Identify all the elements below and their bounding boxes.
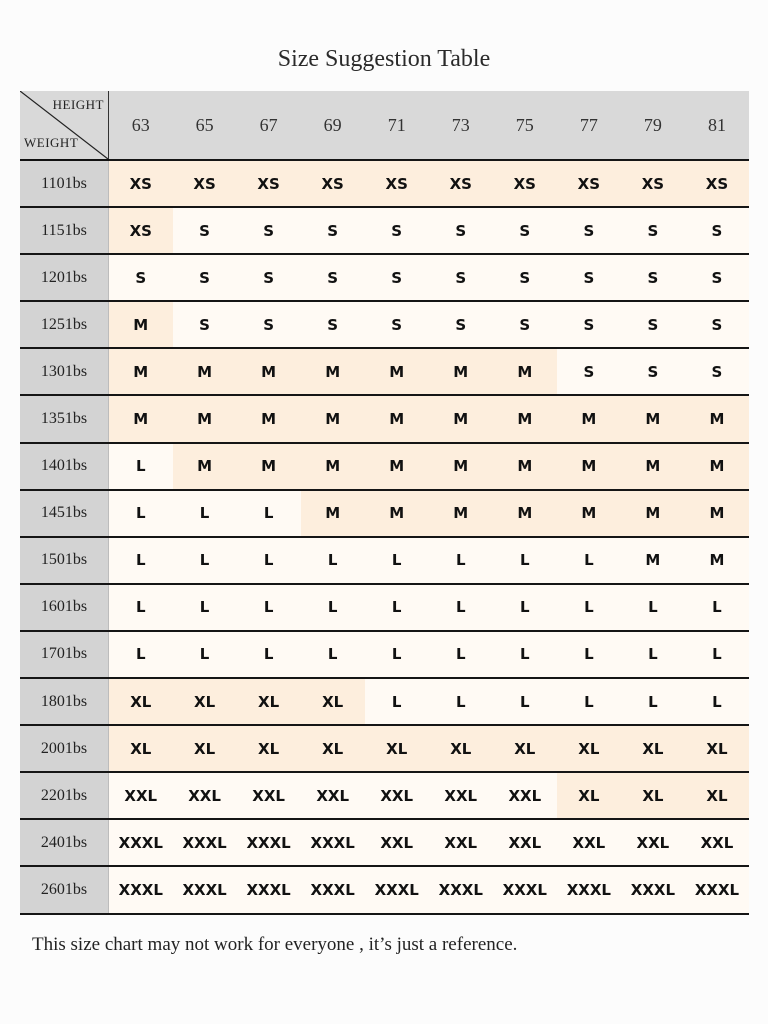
size-cell: L (109, 443, 173, 490)
weight-cell: 1801bs (20, 678, 109, 725)
size-cell: XXL (237, 772, 301, 819)
size-cell: S (429, 207, 493, 254)
size-cell: L (365, 537, 429, 584)
size-cell: M (493, 348, 557, 395)
size-cell: L (685, 584, 749, 631)
weight-cell: 1401bs (20, 443, 109, 490)
size-cell: XS (301, 160, 365, 207)
size-cell: L (109, 584, 173, 631)
size-cell: S (685, 254, 749, 301)
size-cell: XS (685, 160, 749, 207)
size-cell: M (621, 490, 685, 537)
size-cell: M (365, 395, 429, 442)
size-cell: XXL (557, 819, 621, 866)
size-cell: XXXL (237, 866, 301, 913)
size-cell: XL (685, 725, 749, 772)
size-cell: M (237, 395, 301, 442)
size-cell: XXXL (301, 819, 365, 866)
size-cell: S (429, 301, 493, 348)
size-cell: XS (365, 160, 429, 207)
size-cell: XXL (365, 819, 429, 866)
size-cell: M (173, 395, 237, 442)
size-cell: L (429, 584, 493, 631)
size-cell: L (557, 537, 621, 584)
size-cell: L (621, 631, 685, 678)
table-row (20, 395, 749, 442)
table-row (20, 678, 749, 725)
size-cell: M (365, 443, 429, 490)
weight-cell: 1201bs (20, 254, 109, 301)
weight-cell: 1451bs (20, 490, 109, 537)
size-cell: XXXL (109, 819, 173, 866)
size-cell: XL (301, 725, 365, 772)
size-cell: XL (109, 725, 173, 772)
size-cell: XL (621, 725, 685, 772)
size-cell: L (685, 678, 749, 725)
size-cell: M (237, 348, 301, 395)
size-cell: S (365, 207, 429, 254)
height-header-71: 71 (365, 91, 429, 160)
height-header-81: 81 (685, 91, 749, 160)
height-header-69: 69 (301, 91, 365, 160)
size-cell: XL (173, 678, 237, 725)
size-cell: M (557, 395, 621, 442)
weight-cell: 1151bs (20, 207, 109, 254)
size-cell: XXL (493, 772, 557, 819)
weight-cell: 1701bs (20, 631, 109, 678)
size-cell: M (621, 537, 685, 584)
weight-cell: 1351bs (20, 395, 109, 442)
page-title: Size Suggestion Table (277, 46, 491, 72)
size-cell: L (429, 631, 493, 678)
size-cell: L (621, 584, 685, 631)
height-label: HEIGHT (52, 97, 104, 112)
size-cell: XXL (365, 772, 429, 819)
size-cell: L (429, 678, 493, 725)
size-cell: L (109, 490, 173, 537)
size-cell: M (173, 443, 237, 490)
size-cell: XS (621, 160, 685, 207)
size-cell: L (237, 490, 301, 537)
table-row (20, 254, 749, 301)
size-cell: XL (557, 772, 621, 819)
size-cell: XL (429, 725, 493, 772)
size-cell: XXL (493, 819, 557, 866)
size-cell: M (365, 348, 429, 395)
size-cell: L (173, 537, 237, 584)
size-cell: XXXL (237, 819, 301, 866)
weight-cell: 1501bs (20, 537, 109, 584)
size-cell: S (493, 254, 557, 301)
size-cell: S (237, 207, 301, 254)
size-suggestion-table (20, 91, 749, 915)
size-cell: XL (557, 725, 621, 772)
height-header-73: 73 (429, 91, 493, 160)
size-cell: XXXL (685, 866, 749, 913)
weight-cell: 2601bs (20, 866, 109, 913)
size-cell: S (685, 301, 749, 348)
size-cell: M (685, 490, 749, 537)
size-cell: L (237, 537, 301, 584)
size-cell: M (301, 348, 365, 395)
table-row (20, 301, 749, 348)
height-header-63: 63 (109, 91, 173, 160)
size-cell: L (301, 631, 365, 678)
size-cell: S (621, 207, 685, 254)
size-cell: S (557, 301, 621, 348)
size-cell: S (557, 348, 621, 395)
size-cell: M (237, 443, 301, 490)
size-cell: XXL (429, 819, 493, 866)
size-cell: XXXL (429, 866, 493, 913)
size-cell: S (429, 254, 493, 301)
size-cell: L (301, 584, 365, 631)
size-cell: XXXL (173, 866, 237, 913)
size-cell: S (173, 254, 237, 301)
table-row (20, 866, 749, 913)
size-cell: L (365, 631, 429, 678)
size-cell: L (493, 678, 557, 725)
size-cell: S (621, 348, 685, 395)
size-cell: XXXL (301, 866, 365, 913)
size-cell: XXL (173, 772, 237, 819)
height-header-79: 79 (621, 91, 685, 160)
size-cell: XL (301, 678, 365, 725)
size-cell: S (301, 207, 365, 254)
table-row (20, 772, 749, 819)
size-cell: M (301, 443, 365, 490)
size-cell: XXL (621, 819, 685, 866)
size-cell: XXL (429, 772, 493, 819)
size-cell: S (621, 254, 685, 301)
size-cell: S (301, 254, 365, 301)
size-cell: XL (685, 772, 749, 819)
size-cell: M (685, 537, 749, 584)
size-cell: XXL (109, 772, 173, 819)
height-header-67: 67 (237, 91, 301, 160)
size-cell: XL (237, 725, 301, 772)
size-cell: S (685, 207, 749, 254)
size-cell: XL (365, 725, 429, 772)
corner-cell (20, 91, 109, 160)
size-cell: S (621, 301, 685, 348)
size-cell: M (109, 395, 173, 442)
size-cell: L (173, 631, 237, 678)
size-cell: L (493, 537, 557, 584)
size-cell: S (557, 254, 621, 301)
size-cell: XL (237, 678, 301, 725)
size-cell: M (493, 490, 557, 537)
size-cell: S (173, 301, 237, 348)
size-cell: M (493, 395, 557, 442)
size-cell: M (301, 395, 365, 442)
size-cell: S (365, 301, 429, 348)
size-cell: XL (109, 678, 173, 725)
size-cell: M (173, 348, 237, 395)
size-cell: XXXL (365, 866, 429, 913)
size-cell: M (301, 490, 365, 537)
weight-cell: 1251bs (20, 301, 109, 348)
table-body (20, 160, 749, 914)
size-cell: XL (493, 725, 557, 772)
weight-cell: 1301bs (20, 348, 109, 395)
size-cell: S (301, 301, 365, 348)
size-cell: S (173, 207, 237, 254)
size-cell: M (493, 443, 557, 490)
size-cell: XS (237, 160, 301, 207)
size-cell: XL (173, 725, 237, 772)
size-cell: S (237, 301, 301, 348)
size-cell: XS (109, 160, 173, 207)
size-cell: S (685, 348, 749, 395)
height-header-65: 65 (173, 91, 237, 160)
table-row (20, 537, 749, 584)
size-cell: S (493, 301, 557, 348)
disclaimer-note: This size chart may not work for everyone , it’s just a reference. (32, 934, 518, 955)
size-cell: L (237, 631, 301, 678)
size-cell: S (365, 254, 429, 301)
size-cell: XS (557, 160, 621, 207)
size-cell: XXXL (493, 866, 557, 913)
size-cell: XXL (301, 772, 365, 819)
height-header-77: 77 (557, 91, 621, 160)
size-cell: L (109, 631, 173, 678)
size-cell: M (621, 443, 685, 490)
table-row (20, 819, 749, 866)
size-cell: M (685, 395, 749, 442)
size-cell: XXXL (621, 866, 685, 913)
size-cell: S (493, 207, 557, 254)
size-cell: L (429, 537, 493, 584)
weight-label: WEIGHT (24, 135, 79, 150)
size-cell: M (109, 348, 173, 395)
size-cell: S (557, 207, 621, 254)
size-cell: L (365, 584, 429, 631)
size-cell: M (557, 443, 621, 490)
size-cell: L (237, 584, 301, 631)
size-cell: M (429, 395, 493, 442)
size-cell: L (557, 631, 621, 678)
size-cell: M (429, 490, 493, 537)
table-row (20, 160, 749, 207)
table-row (20, 490, 749, 537)
size-cell: XS (173, 160, 237, 207)
weight-cell: 1601bs (20, 584, 109, 631)
size-cell: L (493, 584, 557, 631)
table-row (20, 443, 749, 490)
size-cell: XXXL (109, 866, 173, 913)
size-cell: M (365, 490, 429, 537)
size-cell: S (109, 254, 173, 301)
size-cell: M (621, 395, 685, 442)
weight-cell: 2401bs (20, 819, 109, 866)
size-cell: XS (429, 160, 493, 207)
size-cell: XL (621, 772, 685, 819)
height-header-75: 75 (493, 91, 557, 160)
size-cell: L (557, 678, 621, 725)
size-cell: L (365, 678, 429, 725)
weight-cell: 2201bs (20, 772, 109, 819)
size-cell: L (557, 584, 621, 631)
size-cell: L (493, 631, 557, 678)
table-row (20, 348, 749, 395)
size-cell: XXXL (173, 819, 237, 866)
size-cell: L (109, 537, 173, 584)
table-row (20, 584, 749, 631)
size-cell: L (173, 490, 237, 537)
size-cell: XXXL (557, 866, 621, 913)
size-cell: M (109, 301, 173, 348)
size-cell: L (621, 678, 685, 725)
size-cell: XS (109, 207, 173, 254)
table-row (20, 207, 749, 254)
size-cell: XXL (685, 819, 749, 866)
size-cell: L (301, 537, 365, 584)
size-cell: M (429, 443, 493, 490)
weight-cell: 1101bs (20, 160, 109, 207)
size-cell: L (685, 631, 749, 678)
size-cell: M (429, 348, 493, 395)
size-cell: L (173, 584, 237, 631)
table-row (20, 725, 749, 772)
size-cell: M (685, 443, 749, 490)
table-row (20, 631, 749, 678)
size-cell: XS (493, 160, 557, 207)
weight-cell: 2001bs (20, 725, 109, 772)
size-cell: S (237, 254, 301, 301)
header-row (20, 91, 749, 160)
size-cell: M (557, 490, 621, 537)
